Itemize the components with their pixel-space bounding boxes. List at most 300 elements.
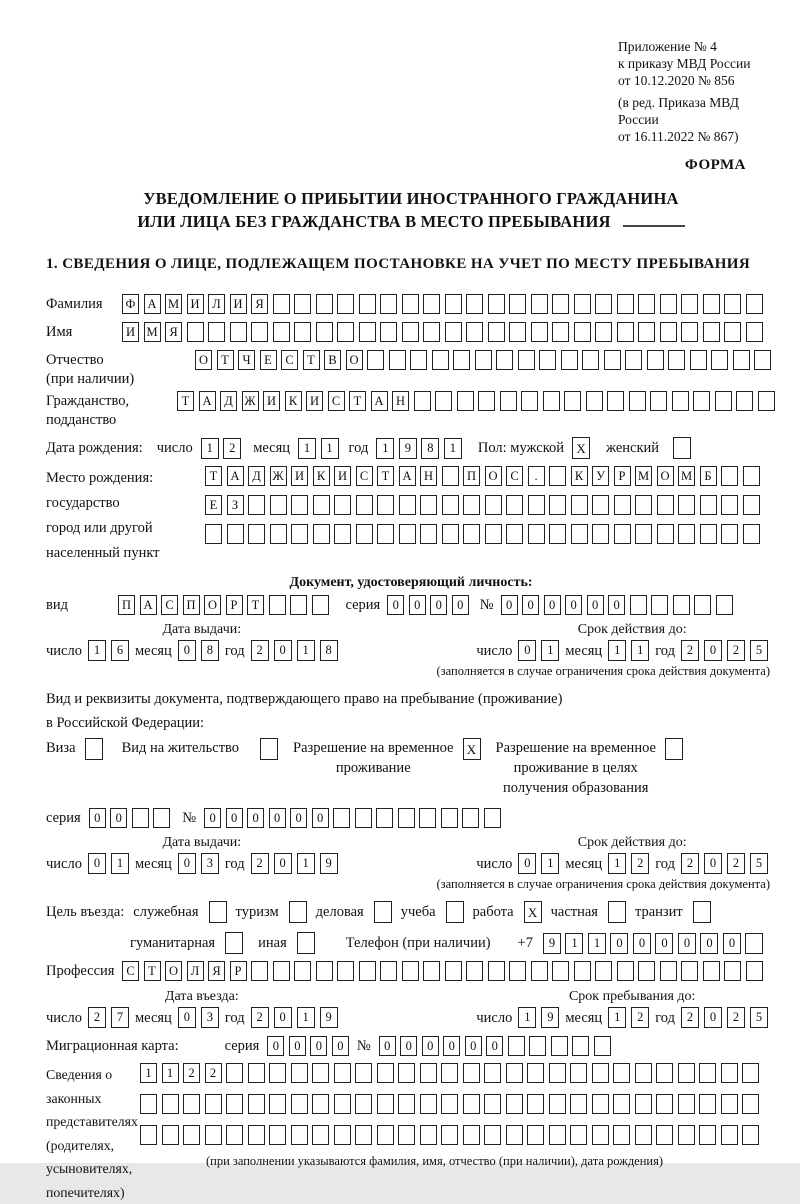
char-cell[interactable]: 1 [321, 438, 339, 459]
char-cell[interactable] [463, 524, 480, 544]
char-cell[interactable]: 0 [274, 1007, 292, 1028]
char-cell[interactable] [398, 1063, 415, 1083]
entry-day[interactable] [88, 1007, 129, 1028]
char-cell[interactable]: 5 [750, 853, 768, 874]
char-cell[interactable] [402, 322, 419, 342]
char-cell[interactable]: 0 [501, 595, 518, 615]
char-cell[interactable] [614, 524, 631, 544]
char-cell[interactable] [681, 961, 698, 981]
char-cell[interactable] [743, 466, 760, 486]
char-cell[interactable]: 2 [251, 1007, 269, 1028]
char-cell[interactable]: 0 [544, 595, 561, 615]
doc-number-boxes[interactable] [501, 595, 733, 615]
char-cell[interactable]: З [227, 495, 244, 515]
char-cell[interactable] [528, 524, 545, 544]
char-cell[interactable] [316, 322, 333, 342]
char-cell[interactable]: В [324, 350, 341, 370]
char-cell[interactable]: 1 [631, 640, 649, 661]
char-cell[interactable]: 0 [387, 595, 404, 615]
char-cell[interactable] [442, 495, 459, 515]
char-cell[interactable] [466, 322, 483, 342]
char-cell[interactable] [571, 524, 588, 544]
char-cell[interactable] [398, 808, 415, 828]
char-cell[interactable] [678, 1063, 695, 1083]
char-cell[interactable]: 9 [399, 438, 417, 459]
char-cell[interactable]: 0 [422, 1036, 439, 1056]
char-cell[interactable]: . [528, 466, 545, 486]
char-cell[interactable]: Л [208, 294, 225, 314]
char-cell[interactable] [453, 350, 470, 370]
purpose-official-checkbox[interactable] [209, 901, 227, 923]
char-cell[interactable] [673, 595, 690, 615]
char-cell[interactable] [355, 1063, 372, 1083]
char-cell[interactable] [359, 322, 376, 342]
char-cell[interactable] [227, 524, 244, 544]
char-cell[interactable]: 2 [88, 1007, 106, 1028]
char-cell[interactable] [484, 1094, 501, 1114]
char-cell[interactable] [630, 595, 647, 615]
char-cell[interactable] [635, 524, 652, 544]
char-cell[interactable]: 0 [178, 640, 196, 661]
char-cell[interactable] [549, 1063, 566, 1083]
char-cell[interactable]: 0 [522, 595, 539, 615]
char-cell[interactable]: Ч [238, 350, 255, 370]
char-cell[interactable] [592, 1094, 609, 1114]
char-cell[interactable] [635, 495, 652, 515]
char-cell[interactable] [420, 1063, 437, 1083]
birth-place-row1[interactable] [205, 466, 760, 486]
char-cell[interactable]: X [572, 437, 590, 459]
char-cell[interactable] [678, 495, 695, 515]
char-cell[interactable] [183, 1125, 200, 1145]
char-cell[interactable] [291, 524, 308, 544]
char-cell[interactable] [297, 932, 315, 954]
char-cell[interactable] [183, 1094, 200, 1114]
char-cell[interactable] [721, 524, 738, 544]
char-cell[interactable] [549, 524, 566, 544]
char-cell[interactable]: 0 [312, 808, 329, 828]
char-cell[interactable]: X [463, 738, 481, 760]
char-cell[interactable] [359, 961, 376, 981]
char-cell[interactable] [225, 932, 243, 954]
char-cell[interactable]: О [485, 466, 502, 486]
char-cell[interactable] [398, 1125, 415, 1145]
char-cell[interactable] [678, 524, 695, 544]
char-cell[interactable]: 8 [421, 438, 439, 459]
residence-series-boxes[interactable] [89, 808, 171, 828]
char-cell[interactable]: 0 [409, 595, 426, 615]
entry-year[interactable] [251, 1007, 338, 1028]
char-cell[interactable]: М [635, 466, 652, 486]
profession-boxes[interactable] [122, 961, 763, 981]
char-cell[interactable] [614, 495, 631, 515]
char-cell[interactable] [574, 294, 591, 314]
char-cell[interactable] [543, 391, 560, 411]
char-cell[interactable]: 2 [727, 1007, 745, 1028]
char-cell[interactable]: 1 [298, 438, 316, 459]
char-cell[interactable] [509, 322, 526, 342]
char-cell[interactable] [445, 961, 462, 981]
char-cell[interactable] [377, 1125, 394, 1145]
char-cell[interactable] [466, 961, 483, 981]
char-cell[interactable]: 9 [320, 1007, 338, 1028]
char-cell[interactable]: 3 [201, 1007, 219, 1028]
char-cell[interactable] [703, 322, 720, 342]
char-cell[interactable] [423, 961, 440, 981]
char-cell[interactable] [721, 1094, 738, 1114]
char-cell[interactable] [506, 1063, 523, 1083]
char-cell[interactable] [420, 495, 437, 515]
char-cell[interactable]: Т [303, 350, 320, 370]
char-cell[interactable] [715, 391, 732, 411]
char-cell[interactable] [724, 294, 741, 314]
char-cell[interactable]: 1 [608, 1007, 626, 1028]
char-cell[interactable]: 0 [269, 808, 286, 828]
char-cell[interactable] [337, 322, 354, 342]
char-cell[interactable]: Д [248, 466, 265, 486]
char-cell[interactable]: Я [165, 322, 182, 342]
char-cell[interactable] [377, 495, 394, 515]
char-cell[interactable]: О [195, 350, 212, 370]
char-cell[interactable] [334, 1094, 351, 1114]
char-cell[interactable] [571, 495, 588, 515]
char-cell[interactable] [552, 322, 569, 342]
char-cell[interactable]: 1 [565, 933, 583, 954]
char-cell[interactable] [399, 524, 416, 544]
char-cell[interactable] [162, 1094, 179, 1114]
char-cell[interactable] [681, 294, 698, 314]
char-cell[interactable]: 0 [178, 853, 196, 874]
char-cell[interactable] [592, 495, 609, 515]
char-cell[interactable]: 0 [226, 808, 243, 828]
char-cell[interactable]: 0 [704, 853, 722, 874]
char-cell[interactable]: Б [700, 466, 717, 486]
char-cell[interactable] [521, 391, 538, 411]
char-cell[interactable] [488, 322, 505, 342]
char-cell[interactable]: 0 [274, 640, 292, 661]
char-cell[interactable] [312, 595, 329, 615]
doc-issue-month[interactable] [178, 640, 219, 661]
char-cell[interactable] [187, 322, 204, 342]
char-cell[interactable] [678, 1125, 695, 1145]
char-cell[interactable] [290, 595, 307, 615]
char-cell[interactable]: 1 [608, 640, 626, 661]
char-cell[interactable] [402, 961, 419, 981]
char-cell[interactable]: Я [251, 294, 268, 314]
char-cell[interactable] [595, 322, 612, 342]
char-cell[interactable]: 2 [631, 853, 649, 874]
char-cell[interactable]: 2 [183, 1063, 200, 1083]
char-cell[interactable] [294, 961, 311, 981]
char-cell[interactable] [721, 1125, 738, 1145]
char-cell[interactable] [570, 1094, 587, 1114]
char-cell[interactable] [527, 1125, 544, 1145]
char-cell[interactable] [582, 350, 599, 370]
char-cell[interactable] [273, 294, 290, 314]
purpose-study-checkbox[interactable] [446, 901, 464, 923]
char-cell[interactable] [693, 901, 711, 923]
residence-issue-month[interactable] [178, 853, 219, 874]
char-cell[interactable]: О [657, 466, 674, 486]
char-cell[interactable] [758, 391, 775, 411]
char-cell[interactable]: 0 [608, 595, 625, 615]
char-cell[interactable]: 3 [201, 853, 219, 874]
char-cell[interactable] [209, 901, 227, 923]
char-cell[interactable]: 8 [201, 640, 219, 661]
char-cell[interactable]: Д [220, 391, 237, 411]
char-cell[interactable] [531, 294, 548, 314]
char-cell[interactable]: И [230, 294, 247, 314]
char-cell[interactable]: Т [349, 391, 366, 411]
char-cell[interactable] [716, 595, 733, 615]
char-cell[interactable] [613, 1125, 630, 1145]
char-cell[interactable] [398, 1094, 415, 1114]
char-cell[interactable] [746, 322, 763, 342]
char-cell[interactable] [509, 961, 526, 981]
char-cell[interactable]: Р [226, 595, 243, 615]
char-cell[interactable]: 2 [251, 640, 269, 661]
purpose-work-checkbox[interactable] [524, 901, 542, 923]
char-cell[interactable] [313, 524, 330, 544]
char-cell[interactable] [629, 391, 646, 411]
char-cell[interactable]: 1 [518, 1007, 536, 1028]
char-cell[interactable]: 6 [111, 640, 129, 661]
char-cell[interactable] [484, 1125, 501, 1145]
char-cell[interactable] [260, 738, 278, 760]
char-cell[interactable] [561, 350, 578, 370]
char-cell[interactable] [742, 1125, 759, 1145]
char-cell[interactable]: А [227, 466, 244, 486]
legal-reps-row2[interactable] [140, 1094, 759, 1114]
char-cell[interactable] [248, 524, 265, 544]
char-cell[interactable] [564, 391, 581, 411]
char-cell[interactable] [665, 738, 683, 760]
char-cell[interactable] [604, 350, 621, 370]
residence-valid-month[interactable] [608, 853, 649, 874]
char-cell[interactable]: X [524, 901, 542, 923]
char-cell[interactable]: А [140, 595, 157, 615]
char-cell[interactable] [733, 350, 750, 370]
char-cell[interactable]: Т [247, 595, 264, 615]
char-cell[interactable] [466, 294, 483, 314]
char-cell[interactable] [551, 1036, 568, 1056]
char-cell[interactable] [721, 466, 738, 486]
char-cell[interactable] [608, 901, 626, 923]
char-cell[interactable] [273, 322, 290, 342]
char-cell[interactable] [746, 294, 763, 314]
char-cell[interactable] [380, 322, 397, 342]
surname-boxes[interactable] [122, 294, 763, 314]
char-cell[interactable]: И [263, 391, 280, 411]
char-cell[interactable]: 2 [681, 640, 699, 661]
char-cell[interactable]: Е [205, 495, 222, 515]
char-cell[interactable] [694, 595, 711, 615]
char-cell[interactable] [743, 524, 760, 544]
char-cell[interactable] [531, 322, 548, 342]
residence-valid-day[interactable] [518, 853, 559, 874]
char-cell[interactable] [312, 1063, 329, 1083]
char-cell[interactable] [539, 350, 556, 370]
char-cell[interactable] [356, 495, 373, 515]
char-cell[interactable] [506, 524, 523, 544]
char-cell[interactable]: 9 [543, 933, 561, 954]
char-cell[interactable] [162, 1125, 179, 1145]
char-cell[interactable] [736, 391, 753, 411]
birth-place-row2[interactable] [205, 495, 760, 515]
char-cell[interactable] [423, 294, 440, 314]
char-cell[interactable] [355, 808, 372, 828]
char-cell[interactable]: 0 [700, 933, 718, 954]
char-cell[interactable]: И [306, 391, 323, 411]
char-cell[interactable] [635, 1125, 652, 1145]
char-cell[interactable]: И [334, 466, 351, 486]
char-cell[interactable]: 0 [274, 853, 292, 874]
char-cell[interactable]: 0 [290, 808, 307, 828]
char-cell[interactable] [269, 1094, 286, 1114]
char-cell[interactable]: 1 [541, 853, 559, 874]
char-cell[interactable]: 0 [430, 595, 447, 615]
char-cell[interactable] [528, 495, 545, 515]
char-cell[interactable]: П [118, 595, 135, 615]
char-cell[interactable] [638, 322, 655, 342]
char-cell[interactable]: 0 [678, 933, 696, 954]
char-cell[interactable] [509, 294, 526, 314]
char-cell[interactable] [289, 901, 307, 923]
char-cell[interactable] [205, 1094, 222, 1114]
char-cell[interactable] [441, 1125, 458, 1145]
char-cell[interactable] [607, 391, 624, 411]
char-cell[interactable] [230, 322, 247, 342]
char-cell[interactable] [638, 961, 655, 981]
char-cell[interactable] [420, 524, 437, 544]
char-cell[interactable]: С [281, 350, 298, 370]
char-cell[interactable]: 2 [205, 1063, 222, 1083]
char-cell[interactable] [441, 1094, 458, 1114]
char-cell[interactable] [678, 1094, 695, 1114]
char-cell[interactable]: 0 [587, 595, 604, 615]
residence-permit-checkbox[interactable] [260, 738, 278, 760]
stay-day[interactable] [518, 1007, 559, 1028]
char-cell[interactable] [140, 1094, 157, 1114]
char-cell[interactable]: 1 [201, 438, 219, 459]
char-cell[interactable] [742, 1063, 759, 1083]
birth-day-boxes[interactable] [201, 438, 242, 459]
char-cell[interactable] [442, 466, 459, 486]
char-cell[interactable] [463, 1094, 480, 1114]
char-cell[interactable] [269, 595, 286, 615]
char-cell[interactable] [291, 1125, 308, 1145]
char-cell[interactable]: 1 [111, 853, 129, 874]
char-cell[interactable] [572, 1036, 589, 1056]
char-cell[interactable] [248, 1125, 265, 1145]
char-cell[interactable] [251, 322, 268, 342]
char-cell[interactable]: 0 [88, 853, 106, 874]
char-cell[interactable]: 0 [310, 1036, 327, 1056]
char-cell[interactable]: О [165, 961, 182, 981]
char-cell[interactable] [527, 1063, 544, 1083]
char-cell[interactable]: 8 [320, 640, 338, 661]
char-cell[interactable]: А [399, 466, 416, 486]
doc-issue-year[interactable] [251, 640, 338, 661]
char-cell[interactable] [657, 524, 674, 544]
char-cell[interactable] [711, 350, 728, 370]
char-cell[interactable]: Н [420, 466, 437, 486]
char-cell[interactable] [549, 1125, 566, 1145]
char-cell[interactable] [660, 961, 677, 981]
char-cell[interactable]: 0 [452, 595, 469, 615]
char-cell[interactable] [574, 322, 591, 342]
legal-reps-row3[interactable] [140, 1125, 759, 1145]
char-cell[interactable]: 1 [541, 640, 559, 661]
char-cell[interactable] [549, 466, 566, 486]
char-cell[interactable]: 9 [541, 1007, 559, 1028]
char-cell[interactable] [594, 1036, 611, 1056]
char-cell[interactable]: 0 [332, 1036, 349, 1056]
char-cell[interactable] [419, 808, 436, 828]
char-cell[interactable] [721, 495, 738, 515]
char-cell[interactable]: 0 [465, 1036, 482, 1056]
char-cell[interactable] [650, 391, 667, 411]
char-cell[interactable] [647, 350, 664, 370]
char-cell[interactable] [592, 524, 609, 544]
char-cell[interactable]: 1 [376, 438, 394, 459]
doc-valid-month[interactable] [608, 640, 649, 661]
char-cell[interactable] [294, 322, 311, 342]
birth-place-row3[interactable] [205, 524, 760, 544]
birth-month-boxes[interactable] [298, 438, 339, 459]
char-cell[interactable]: 2 [727, 640, 745, 661]
char-cell[interactable]: И [291, 466, 308, 486]
char-cell[interactable]: 1 [162, 1063, 179, 1083]
char-cell[interactable]: Т [177, 391, 194, 411]
char-cell[interactable]: 1 [444, 438, 462, 459]
char-cell[interactable]: Н [392, 391, 409, 411]
char-cell[interactable]: М [165, 294, 182, 314]
char-cell[interactable]: 1 [297, 640, 315, 661]
char-cell[interactable] [660, 294, 677, 314]
char-cell[interactable] [484, 808, 501, 828]
char-cell[interactable] [746, 961, 763, 981]
char-cell[interactable] [355, 1094, 372, 1114]
char-cell[interactable] [463, 1063, 480, 1083]
char-cell[interactable]: А [371, 391, 388, 411]
char-cell[interactable]: Т [205, 466, 222, 486]
citizenship-boxes[interactable] [177, 391, 775, 411]
char-cell[interactable] [355, 1125, 372, 1145]
char-cell[interactable]: А [144, 294, 161, 314]
char-cell[interactable] [552, 961, 569, 981]
char-cell[interactable]: 1 [297, 1007, 315, 1028]
char-cell[interactable]: Ж [270, 466, 287, 486]
char-cell[interactable] [703, 961, 720, 981]
char-cell[interactable]: М [678, 466, 695, 486]
char-cell[interactable]: 0 [443, 1036, 460, 1056]
char-cell[interactable]: П [463, 466, 480, 486]
char-cell[interactable]: 0 [704, 1007, 722, 1028]
char-cell[interactable] [617, 322, 634, 342]
char-cell[interactable] [657, 495, 674, 515]
char-cell[interactable] [270, 524, 287, 544]
char-cell[interactable] [399, 495, 416, 515]
char-cell[interactable] [316, 961, 333, 981]
edu-permit-checkbox[interactable] [665, 738, 683, 760]
char-cell[interactable]: 0 [723, 933, 741, 954]
char-cell[interactable]: 5 [750, 1007, 768, 1028]
char-cell[interactable] [377, 524, 394, 544]
char-cell[interactable] [570, 1125, 587, 1145]
char-cell[interactable] [316, 294, 333, 314]
char-cell[interactable]: Р [614, 466, 631, 486]
